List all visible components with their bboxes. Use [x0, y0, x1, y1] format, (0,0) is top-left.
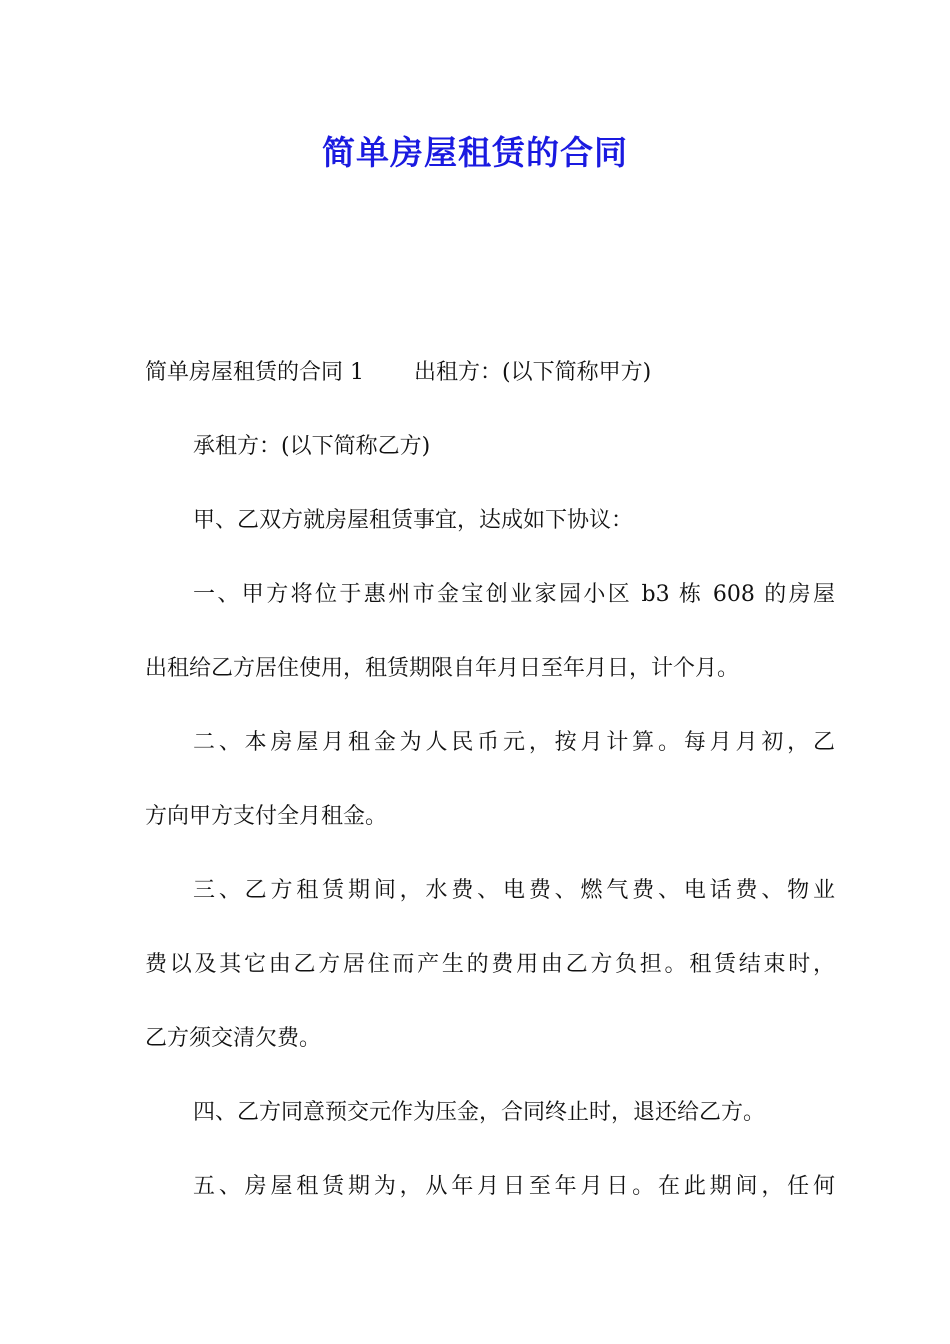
document-title: 简单房屋租赁的合同 [322, 133, 628, 172]
clause-3-line-1: 三、乙方租赁期间，水费、电费、燃气费、电话费、物业 [193, 878, 835, 903]
lessor-line: 出租方：(以下简称甲方) [414, 360, 652, 385]
lessee-line: 承租方：(以下简称乙方) [193, 434, 431, 459]
paragraph-line [145, 336, 835, 410]
clause-1-line-2: 出租给乙方居住使用，租赁期限自年月日至年月日，计个月。 [145, 656, 740, 681]
document-body [145, 336, 835, 1224]
agreement-intro: 甲、乙双方就房屋租赁事宜，达成如下协议： [193, 508, 634, 533]
contract-heading-inline: 简单房屋租赁的合同 1 [145, 360, 364, 385]
clause-3-line-2: 费以及其它由乙方居住而产生的费用由乙方负担。租赁结束时， [145, 952, 835, 977]
clause-2-line-1: 二、本房屋月租金为人民币元，按月计算。每月月初，乙 [193, 730, 835, 755]
clause-1-line-1: 一、甲方将位于惠州市金宝创业家园小区 b3 栋 608 的房屋 [193, 582, 835, 607]
clause-4-line-1: 四、乙方同意预交元作为压金，合同终止时，退还给乙方。 [193, 1100, 766, 1125]
clause-2-line-2: 方向甲方支付全月租金。 [145, 804, 388, 829]
clause-5-line-1: 五、房屋租赁期为，从年月日至年月日。在此期间，任何 [193, 1174, 835, 1199]
clause-3-line-3: 乙方须交清欠费。 [145, 1026, 322, 1051]
